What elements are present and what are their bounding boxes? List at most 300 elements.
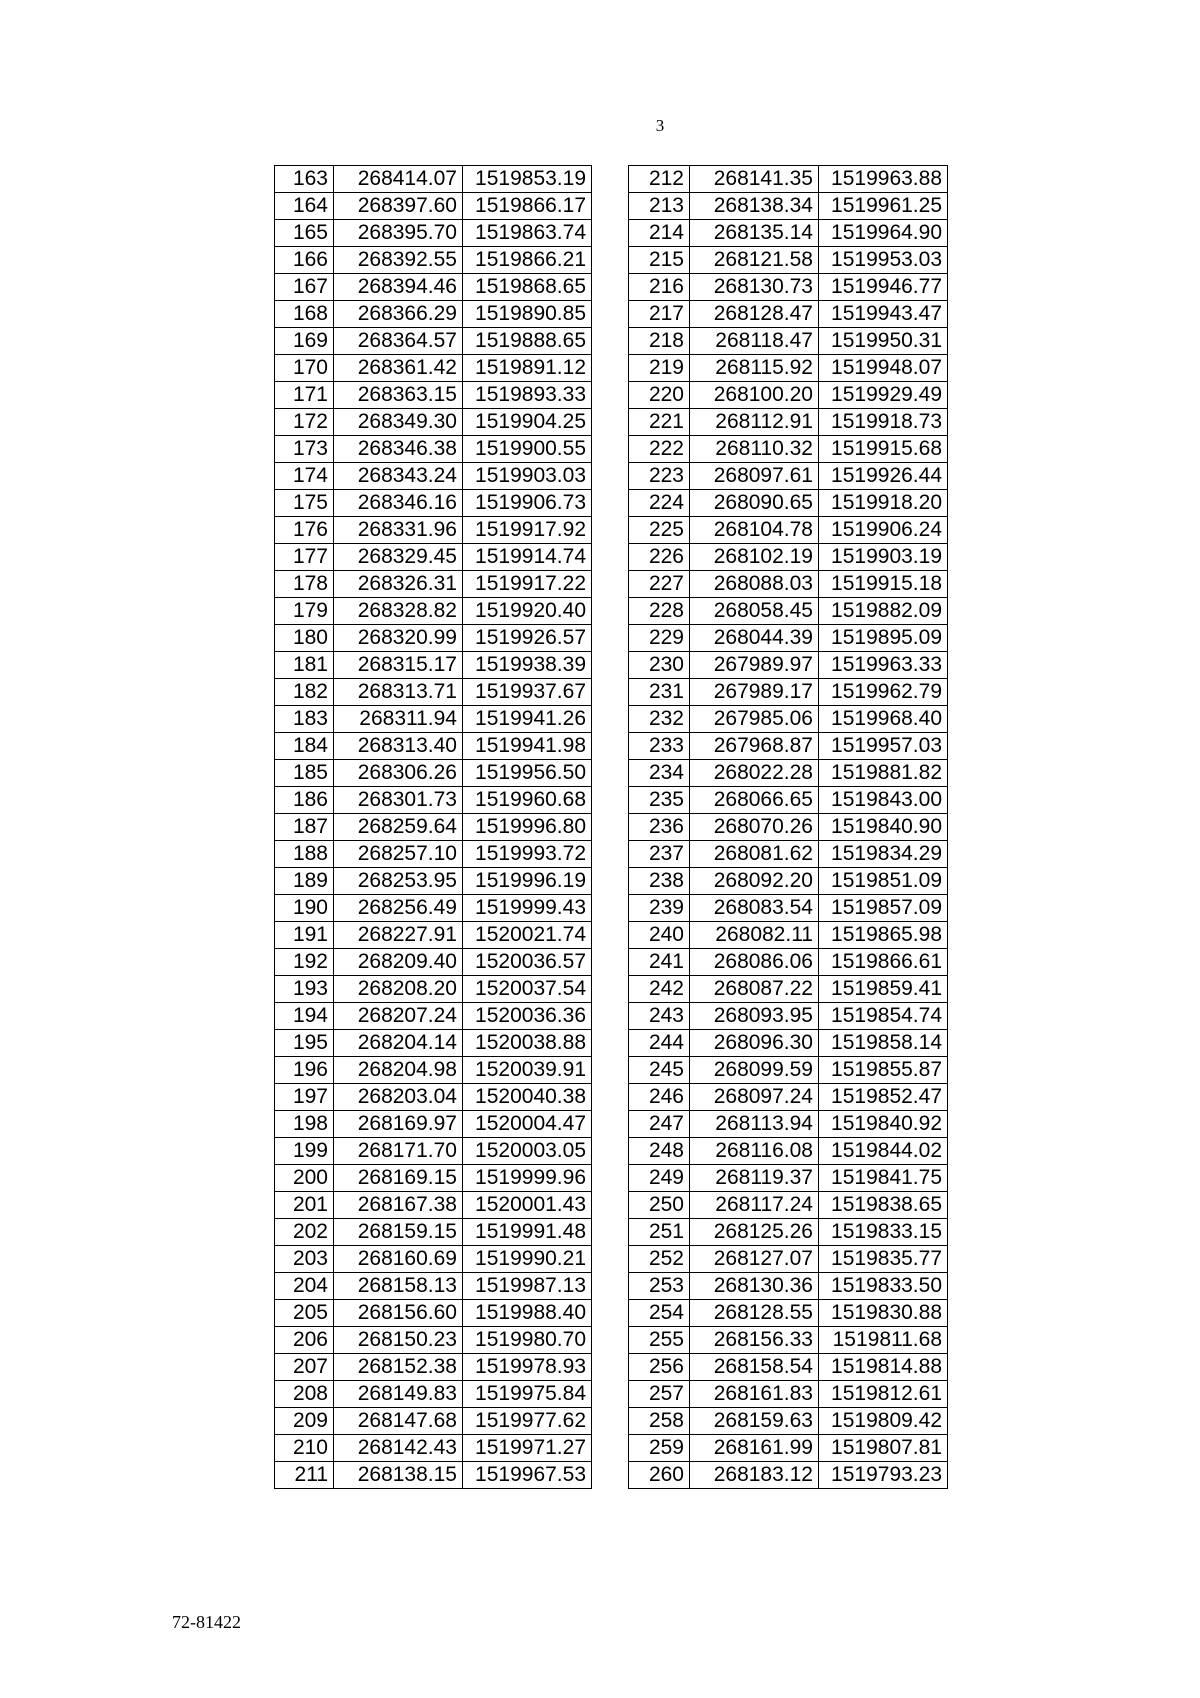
point-number-cell: 206: [275, 1327, 334, 1354]
table-row: [275, 760, 592, 787]
x-coordinate-cell: 268329.45: [334, 544, 463, 571]
y-coordinate-cell: 1519854.74: [819, 1003, 948, 1030]
x-coordinate-cell: 268343.24: [334, 463, 463, 490]
table-row: [629, 1030, 948, 1057]
x-coordinate-cell: 268171.70: [334, 1138, 463, 1165]
table-row: [629, 922, 948, 949]
x-coordinate-cell: 268161.99: [690, 1435, 819, 1462]
x-coordinate-cell: 268116.08: [690, 1138, 819, 1165]
table-row: [275, 625, 592, 652]
y-coordinate-cell: 1519904.25: [463, 409, 592, 436]
point-number-cell: 201: [275, 1192, 334, 1219]
table-row: [629, 1084, 948, 1111]
point-number-cell: 221: [629, 409, 690, 436]
x-coordinate-cell: 268320.99: [334, 625, 463, 652]
table-row: [629, 571, 948, 598]
point-number-cell: 188: [275, 841, 334, 868]
table-row: [275, 409, 592, 436]
y-coordinate-cell: 1519893.33: [463, 382, 592, 409]
y-coordinate-cell: 1519853.19: [463, 166, 592, 193]
point-number-cell: 252: [629, 1246, 690, 1273]
x-coordinate-cell: 268112.91: [690, 409, 819, 436]
point-number-cell: 234: [629, 760, 690, 787]
point-number-cell: 229: [629, 625, 690, 652]
x-coordinate-cell: 268313.71: [334, 679, 463, 706]
x-coordinate-cell: 268328.82: [334, 598, 463, 625]
x-coordinate-cell: 268083.54: [690, 895, 819, 922]
table-row: [629, 1381, 948, 1408]
x-coordinate-cell: 268208.20: [334, 976, 463, 1003]
point-number-cell: 183: [275, 706, 334, 733]
y-coordinate-cell: 1519941.98: [463, 733, 592, 760]
y-coordinate-cell: 1519840.90: [819, 814, 948, 841]
point-number-cell: 194: [275, 1003, 334, 1030]
point-number-cell: 164: [275, 193, 334, 220]
y-coordinate-cell: 1519993.72: [463, 841, 592, 868]
point-number-cell: 199: [275, 1138, 334, 1165]
x-coordinate-cell: 268315.17: [334, 652, 463, 679]
y-coordinate-cell: 1519830.88: [819, 1300, 948, 1327]
x-coordinate-cell: 268044.39: [690, 625, 819, 652]
x-coordinate-cell: 268366.29: [334, 301, 463, 328]
point-number-cell: 182: [275, 679, 334, 706]
y-coordinate-cell: 1519987.13: [463, 1273, 592, 1300]
x-coordinate-cell: 268253.95: [334, 868, 463, 895]
table-row: [629, 463, 948, 490]
y-coordinate-cell: 1519917.22: [463, 571, 592, 598]
y-coordinate-cell: 1519938.39: [463, 652, 592, 679]
point-number-cell: 243: [629, 1003, 690, 1030]
x-coordinate-cell: 268363.15: [334, 382, 463, 409]
x-coordinate-cell: 268130.73: [690, 274, 819, 301]
point-number-cell: 238: [629, 868, 690, 895]
x-coordinate-cell: 268152.38: [334, 1354, 463, 1381]
x-coordinate-cell: 268397.60: [334, 193, 463, 220]
point-number-cell: 173: [275, 436, 334, 463]
point-number-cell: 247: [629, 1111, 690, 1138]
x-coordinate-cell: 268207.24: [334, 1003, 463, 1030]
y-coordinate-cell: 1520039.91: [463, 1057, 592, 1084]
y-coordinate-cell: 1519811.68: [819, 1327, 948, 1354]
y-coordinate-cell: 1519895.09: [819, 625, 948, 652]
x-coordinate-cell: 268092.20: [690, 868, 819, 895]
coordinates-table-left: [274, 165, 592, 1489]
y-coordinate-cell: 1519807.81: [819, 1435, 948, 1462]
x-coordinate-cell: 268086.06: [690, 949, 819, 976]
x-coordinate-cell: 268104.78: [690, 517, 819, 544]
table-row: [275, 544, 592, 571]
x-coordinate-cell: 267989.97: [690, 652, 819, 679]
point-number-cell: 258: [629, 1408, 690, 1435]
table-row: [629, 1327, 948, 1354]
x-coordinate-cell: 268158.54: [690, 1354, 819, 1381]
table-row: [629, 193, 948, 220]
table-row: [629, 841, 948, 868]
x-coordinate-cell: 268138.15: [334, 1462, 463, 1489]
y-coordinate-cell: 1519793.23: [819, 1462, 948, 1489]
point-number-cell: 176: [275, 517, 334, 544]
table-row: [275, 733, 592, 760]
y-coordinate-cell: 1520003.05: [463, 1138, 592, 1165]
y-coordinate-cell: 1520004.47: [463, 1111, 592, 1138]
table-row: [275, 1354, 592, 1381]
table-row: [275, 463, 592, 490]
y-coordinate-cell: 1519857.09: [819, 895, 948, 922]
y-coordinate-cell: 1519990.21: [463, 1246, 592, 1273]
x-coordinate-cell: 268118.47: [690, 328, 819, 355]
point-number-cell: 232: [629, 706, 690, 733]
table-row: [275, 382, 592, 409]
table-row: [275, 787, 592, 814]
x-coordinate-cell: 268161.83: [690, 1381, 819, 1408]
x-coordinate-cell: 268102.19: [690, 544, 819, 571]
point-number-cell: 190: [275, 895, 334, 922]
table-row: [629, 274, 948, 301]
table-row: [629, 814, 948, 841]
table-row: [275, 976, 592, 1003]
y-coordinate-cell: 1519991.48: [463, 1219, 592, 1246]
x-coordinate-cell: 268115.92: [690, 355, 819, 382]
table-row: [275, 598, 592, 625]
point-number-cell: 196: [275, 1057, 334, 1084]
table-row: [629, 1462, 948, 1489]
x-coordinate-cell: 268167.38: [334, 1192, 463, 1219]
point-number-cell: 222: [629, 436, 690, 463]
point-number-cell: 227: [629, 571, 690, 598]
x-coordinate-cell: 268088.03: [690, 571, 819, 598]
point-number-cell: 169: [275, 328, 334, 355]
y-coordinate-cell: 1520021.74: [463, 922, 592, 949]
x-coordinate-cell: 268313.40: [334, 733, 463, 760]
table-row: [275, 436, 592, 463]
table-row: [629, 517, 948, 544]
y-coordinate-cell: 1519941.26: [463, 706, 592, 733]
table-row: [629, 1246, 948, 1273]
point-number-cell: 249: [629, 1165, 690, 1192]
table-row: [275, 220, 592, 247]
table-row: [629, 1192, 948, 1219]
x-coordinate-cell: 268066.65: [690, 787, 819, 814]
point-number-cell: 180: [275, 625, 334, 652]
y-coordinate-cell: 1519962.79: [819, 679, 948, 706]
x-coordinate-cell: 268158.13: [334, 1273, 463, 1300]
x-coordinate-cell: 268082.11: [690, 922, 819, 949]
x-coordinate-cell: 268259.64: [334, 814, 463, 841]
table-row: [275, 1327, 592, 1354]
point-number-cell: 253: [629, 1273, 690, 1300]
table-row: [275, 1381, 592, 1408]
point-number-cell: 179: [275, 598, 334, 625]
table-row: [629, 625, 948, 652]
y-coordinate-cell: 1519964.90: [819, 220, 948, 247]
y-coordinate-cell: 1519917.92: [463, 517, 592, 544]
table-row: [629, 760, 948, 787]
x-coordinate-cell: 268301.73: [334, 787, 463, 814]
y-coordinate-cell: 1519891.12: [463, 355, 592, 382]
point-number-cell: 202: [275, 1219, 334, 1246]
x-coordinate-cell: 268130.36: [690, 1273, 819, 1300]
table-row: [275, 841, 592, 868]
y-coordinate-cell: 1519956.50: [463, 760, 592, 787]
table-row: [275, 1300, 592, 1327]
table-row: [275, 1165, 592, 1192]
y-coordinate-cell: 1519851.09: [819, 868, 948, 895]
x-coordinate-cell: 268326.31: [334, 571, 463, 598]
y-coordinate-cell: 1520036.57: [463, 949, 592, 976]
y-coordinate-cell: 1519859.41: [819, 976, 948, 1003]
point-number-cell: 237: [629, 841, 690, 868]
point-number-cell: 198: [275, 1111, 334, 1138]
x-coordinate-cell: 268392.55: [334, 247, 463, 274]
document-code: 72-81422: [172, 1612, 241, 1632]
y-coordinate-cell: 1519858.14: [819, 1030, 948, 1057]
table-row: [629, 355, 948, 382]
point-number-cell: 239: [629, 895, 690, 922]
x-coordinate-cell: 268125.26: [690, 1219, 819, 1246]
point-number-cell: 208: [275, 1381, 334, 1408]
y-coordinate-cell: 1519866.17: [463, 193, 592, 220]
table-row: [275, 868, 592, 895]
x-coordinate-cell: 268160.69: [334, 1246, 463, 1273]
y-coordinate-cell: 1519920.40: [463, 598, 592, 625]
x-coordinate-cell: 268090.65: [690, 490, 819, 517]
table-row: [275, 1084, 592, 1111]
x-coordinate-cell: 268138.34: [690, 193, 819, 220]
point-number-cell: 165: [275, 220, 334, 247]
table-row: [629, 895, 948, 922]
point-number-cell: 192: [275, 949, 334, 976]
point-number-cell: 230: [629, 652, 690, 679]
table-row: [629, 1111, 948, 1138]
x-coordinate-cell: 268147.68: [334, 1408, 463, 1435]
y-coordinate-cell: 1519953.03: [819, 247, 948, 274]
x-coordinate-cell: 268169.97: [334, 1111, 463, 1138]
table-row: [275, 922, 592, 949]
point-number-cell: 184: [275, 733, 334, 760]
table-row: [275, 652, 592, 679]
y-coordinate-cell: 1519915.18: [819, 571, 948, 598]
table-row: [275, 814, 592, 841]
page-number: 3: [655, 116, 665, 135]
x-coordinate-cell: 268364.57: [334, 328, 463, 355]
point-number-cell: 242: [629, 976, 690, 1003]
y-coordinate-cell: 1519906.24: [819, 517, 948, 544]
table-row: [275, 1003, 592, 1030]
y-coordinate-cell: 1519866.61: [819, 949, 948, 976]
y-coordinate-cell: 1519852.47: [819, 1084, 948, 1111]
coordinates-table-right: [628, 165, 948, 1489]
point-number-cell: 228: [629, 598, 690, 625]
point-number-cell: 200: [275, 1165, 334, 1192]
y-coordinate-cell: 1519833.15: [819, 1219, 948, 1246]
x-coordinate-cell: 268113.94: [690, 1111, 819, 1138]
y-coordinate-cell: 1519963.33: [819, 652, 948, 679]
table-row: [629, 436, 948, 463]
point-number-cell: 212: [629, 166, 690, 193]
x-coordinate-cell: 268395.70: [334, 220, 463, 247]
point-number-cell: 191: [275, 922, 334, 949]
table-row: [629, 166, 948, 193]
x-coordinate-cell: 267968.87: [690, 733, 819, 760]
table-row: [629, 1138, 948, 1165]
point-number-cell: 255: [629, 1327, 690, 1354]
table-row: [629, 733, 948, 760]
point-number-cell: 174: [275, 463, 334, 490]
y-coordinate-cell: 1519863.74: [463, 220, 592, 247]
x-coordinate-cell: 268209.40: [334, 949, 463, 976]
table-row: [275, 1057, 592, 1084]
point-number-cell: 175: [275, 490, 334, 517]
point-number-cell: 187: [275, 814, 334, 841]
y-coordinate-cell: 1519978.93: [463, 1354, 592, 1381]
point-number-cell: 220: [629, 382, 690, 409]
point-number-cell: 163: [275, 166, 334, 193]
y-coordinate-cell: 1519926.57: [463, 625, 592, 652]
table-row: [629, 1354, 948, 1381]
point-number-cell: 259: [629, 1435, 690, 1462]
table-row: [275, 1246, 592, 1273]
table-row: [629, 652, 948, 679]
point-number-cell: 213: [629, 193, 690, 220]
table-row: [275, 328, 592, 355]
point-number-cell: 260: [629, 1462, 690, 1489]
point-number-cell: 171: [275, 382, 334, 409]
point-number-cell: 166: [275, 247, 334, 274]
y-coordinate-cell: 1519868.65: [463, 274, 592, 301]
y-coordinate-cell: 1519918.20: [819, 490, 948, 517]
y-coordinate-cell: 1519943.47: [819, 301, 948, 328]
table-row: [629, 409, 948, 436]
table-row: [275, 1462, 592, 1489]
y-coordinate-cell: 1520038.88: [463, 1030, 592, 1057]
point-number-cell: 240: [629, 922, 690, 949]
x-coordinate-cell: 268169.15: [334, 1165, 463, 1192]
x-coordinate-cell: 268159.63: [690, 1408, 819, 1435]
table-row: [275, 1138, 592, 1165]
table-row: [629, 1165, 948, 1192]
point-number-cell: 189: [275, 868, 334, 895]
point-number-cell: 219: [629, 355, 690, 382]
table-row: [275, 1192, 592, 1219]
table-row: [629, 220, 948, 247]
table-row: [629, 1219, 948, 1246]
table-row: [629, 706, 948, 733]
x-coordinate-cell: 268306.26: [334, 760, 463, 787]
y-coordinate-cell: 1519844.02: [819, 1138, 948, 1165]
y-coordinate-cell: 1520036.36: [463, 1003, 592, 1030]
table-row: [629, 1003, 948, 1030]
x-coordinate-cell: 268135.14: [690, 220, 819, 247]
x-coordinate-cell: 268141.35: [690, 166, 819, 193]
x-coordinate-cell: 268097.61: [690, 463, 819, 490]
x-coordinate-cell: 268128.47: [690, 301, 819, 328]
table-row: [629, 490, 948, 517]
y-coordinate-cell: 1519948.07: [819, 355, 948, 382]
x-coordinate-cell: 268110.32: [690, 436, 819, 463]
table-row: [275, 490, 592, 517]
table-row: [275, 1111, 592, 1138]
x-coordinate-cell: 268119.37: [690, 1165, 819, 1192]
x-coordinate-cell: 268093.95: [690, 1003, 819, 1030]
point-number-cell: 210: [275, 1435, 334, 1462]
point-number-cell: 178: [275, 571, 334, 598]
x-coordinate-cell: 268149.83: [334, 1381, 463, 1408]
x-coordinate-cell: 268100.20: [690, 382, 819, 409]
point-number-cell: 217: [629, 301, 690, 328]
point-number-cell: 203: [275, 1246, 334, 1273]
table-row: [629, 544, 948, 571]
point-number-cell: 256: [629, 1354, 690, 1381]
x-coordinate-cell: 268394.46: [334, 274, 463, 301]
x-coordinate-cell: 268414.07: [334, 166, 463, 193]
table-row: [275, 247, 592, 274]
point-number-cell: 209: [275, 1408, 334, 1435]
point-number-cell: 181: [275, 652, 334, 679]
y-coordinate-cell: 1519812.61: [819, 1381, 948, 1408]
table-row: [629, 1057, 948, 1084]
point-number-cell: 172: [275, 409, 334, 436]
x-coordinate-cell: 268361.42: [334, 355, 463, 382]
table-row: [275, 1030, 592, 1057]
y-coordinate-cell: 1519996.19: [463, 868, 592, 895]
x-coordinate-cell: 268346.38: [334, 436, 463, 463]
y-coordinate-cell: 1519841.75: [819, 1165, 948, 1192]
y-coordinate-cell: 1519814.88: [819, 1354, 948, 1381]
y-coordinate-cell: 1519843.00: [819, 787, 948, 814]
table-row: [629, 247, 948, 274]
point-number-cell: 245: [629, 1057, 690, 1084]
point-number-cell: 193: [275, 976, 334, 1003]
y-coordinate-cell: 1519967.53: [463, 1462, 592, 1489]
point-number-cell: 244: [629, 1030, 690, 1057]
y-coordinate-cell: 1519946.77: [819, 274, 948, 301]
y-coordinate-cell: 1519937.67: [463, 679, 592, 706]
point-number-cell: 225: [629, 517, 690, 544]
y-coordinate-cell: 1519968.40: [819, 706, 948, 733]
y-coordinate-cell: 1519903.03: [463, 463, 592, 490]
x-coordinate-cell: 268150.23: [334, 1327, 463, 1354]
table-row: [629, 1435, 948, 1462]
table-row: [275, 166, 592, 193]
y-coordinate-cell: 1519971.27: [463, 1435, 592, 1462]
y-coordinate-cell: 1519866.21: [463, 247, 592, 274]
point-number-cell: 216: [629, 274, 690, 301]
table-row: [629, 976, 948, 1003]
table-row: [629, 1300, 948, 1327]
point-number-cell: 235: [629, 787, 690, 814]
y-coordinate-cell: 1519929.49: [819, 382, 948, 409]
point-number-cell: 170: [275, 355, 334, 382]
y-coordinate-cell: 1519988.40: [463, 1300, 592, 1327]
point-number-cell: 204: [275, 1273, 334, 1300]
point-number-cell: 233: [629, 733, 690, 760]
x-coordinate-cell: 268087.22: [690, 976, 819, 1003]
y-coordinate-cell: 1519914.74: [463, 544, 592, 571]
y-coordinate-cell: 1519996.80: [463, 814, 592, 841]
x-coordinate-cell: 268022.28: [690, 760, 819, 787]
table-row: [275, 355, 592, 382]
x-coordinate-cell: 268159.15: [334, 1219, 463, 1246]
x-coordinate-cell: 268204.14: [334, 1030, 463, 1057]
point-number-cell: 236: [629, 814, 690, 841]
x-coordinate-cell: 268156.60: [334, 1300, 463, 1327]
x-coordinate-cell: 268096.30: [690, 1030, 819, 1057]
y-coordinate-cell: 1519999.96: [463, 1165, 592, 1192]
y-coordinate-cell: 1519960.68: [463, 787, 592, 814]
table-row: [629, 301, 948, 328]
y-coordinate-cell: 1519950.31: [819, 328, 948, 355]
point-number-cell: 241: [629, 949, 690, 976]
